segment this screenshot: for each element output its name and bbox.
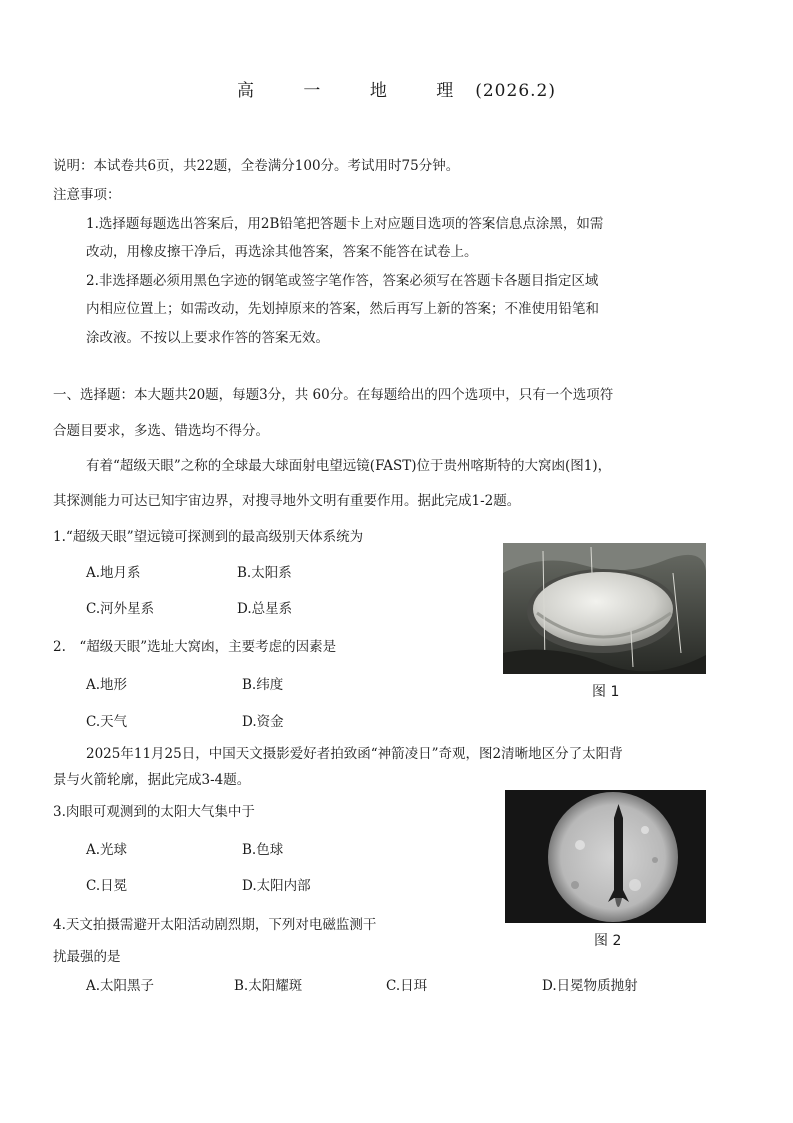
q3-option-d[interactable]: D.太阳内部 bbox=[242, 878, 311, 894]
passage1-line-b: 其探测能力可达已知宇宙边界，对搜寻地外文明有重要作用。据此完成1-2题。 bbox=[53, 493, 521, 509]
note-2a: 2.非选择题必须用黑色字迹的钢笔或签字笔作答，答案必须写在答题卡各题目指定区域 bbox=[86, 273, 599, 289]
instructions-line: 说明：本试卷共6页，共22题，全卷满分100分。考试用时75分钟。 bbox=[53, 158, 460, 174]
passage1-line-a: 有着“超级天眼”之称的全球最大球面射电望远镜(FAST)位于贵州喀斯特的大窝凼(图1)， bbox=[86, 458, 612, 474]
q3-stem: 3.肉眼可观测到的太阳大气集中于 bbox=[53, 804, 255, 820]
section-heading-b: 合题目要求，多选、错选均不得分。 bbox=[53, 423, 269, 439]
notes-heading: 注意事项： bbox=[53, 187, 121, 203]
figure-1-caption: 图 1 bbox=[592, 684, 620, 700]
q4-stem-b: 扰最强的是 bbox=[53, 949, 121, 965]
section-heading-a: 一、选择题：本大题共20题，每题3分，共 60分。在每题给出的四个选项中，只有一个选项符 bbox=[53, 387, 614, 403]
q3-option-c[interactable]: C.日冕 bbox=[86, 878, 128, 894]
passage2-line-b: 景与火箭轮廓，据此完成3-4题。 bbox=[53, 772, 251, 788]
figure-2-sun-rocket-photo bbox=[505, 790, 706, 923]
q1-stem: 1.“超级天眼”望远镜可探测到的最高级别天体系统为 bbox=[53, 529, 364, 545]
q2-option-c[interactable]: C.天气 bbox=[86, 714, 128, 730]
title-main: 高 一 地 理 bbox=[237, 81, 476, 101]
q1-option-a[interactable]: A.地月系 bbox=[86, 565, 141, 581]
q1-option-c[interactable]: C.河外星系 bbox=[86, 601, 155, 617]
note-1a: 1.选择题每题选出答案后，用2B铅笔把答题卡上对应题目选项的答案信息点涂黑，如需 bbox=[86, 216, 604, 232]
note-2c: 涂改液。不按以上要求作答的答案无效。 bbox=[86, 330, 329, 346]
q2-option-b[interactable]: B.纬度 bbox=[242, 677, 284, 693]
note-2b: 内相应位置上；如需改动，先划掉原来的答案，然后再写上新的答案；不准使用铅笔和 bbox=[86, 301, 599, 317]
q4-option-b[interactable]: B.太阳耀斑 bbox=[234, 978, 303, 994]
q1-option-b[interactable]: B.太阳系 bbox=[237, 565, 292, 581]
figure-2-caption: 图 2 bbox=[594, 933, 622, 949]
passage2-line-a: 2025年11月25日，中国天文摄影爱好者拍致函“神箭凌日”奇观，图2清晰地区分了太阳背 bbox=[86, 746, 623, 762]
q2-stem: 2. “超级天眼”选址大窝凼，主要考虑的因素是 bbox=[53, 639, 337, 655]
q4-option-a[interactable]: A.太阳黑子 bbox=[86, 978, 155, 994]
figure-1-telescope-photo bbox=[503, 543, 706, 674]
q2-option-a[interactable]: A.地形 bbox=[86, 677, 128, 693]
q4-option-d[interactable]: D.日冕物质抛射 bbox=[542, 978, 638, 994]
telescope-illustration bbox=[503, 543, 706, 674]
note-1b: 改动，用橡皮擦干净后，再选涂其他答案，答案不能答在试卷上。 bbox=[86, 244, 478, 260]
q2-option-d[interactable]: D.资金 bbox=[242, 714, 284, 730]
q3-option-b[interactable]: B.色球 bbox=[242, 842, 284, 858]
q4-stem-a: 4.天文拍摄需避开太阳活动剧烈期，下列对电磁监测干 bbox=[53, 917, 377, 933]
q4-option-c[interactable]: C.日珥 bbox=[386, 978, 428, 994]
q3-option-a[interactable]: A.光球 bbox=[86, 842, 128, 858]
title-date: (2026.2) bbox=[475, 81, 556, 101]
q1-option-d[interactable]: D.总星系 bbox=[237, 601, 293, 617]
page-title bbox=[0, 76, 793, 101]
sun-transit-illustration bbox=[505, 790, 706, 923]
